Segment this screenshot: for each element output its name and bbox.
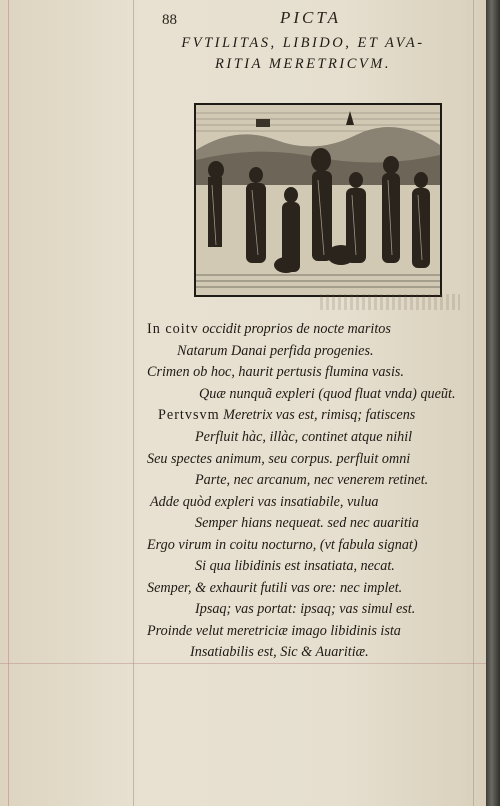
page-number: 88: [162, 12, 177, 28]
poem-line: Si qua libidinis est insatiata, necat.: [195, 558, 395, 574]
poem-line: Ergo virum in coitu nocturno, (vt fabula signat): [147, 537, 418, 553]
poem-line: Perfluit hàc, illàc, continet atque nihil: [195, 429, 413, 445]
poem-line: Parte, nec arcanum, nec venerem retinet.: [195, 472, 429, 488]
emblem-title-line-2: RITIA MERETRICVM.: [215, 56, 391, 72]
poem-line: Crimen ob hoc, haurit pertusis flumina vasis.: [147, 364, 404, 380]
margin-rule-left: [8, 0, 9, 806]
margin-rule-inner: [133, 0, 134, 806]
poem-line: Pertvsvm Meretrix vas est, rimisq; fatiscens: [158, 407, 416, 423]
poem-line: Semper, & exhaurit futili vas ore: nec implet.: [147, 580, 403, 596]
poem-line: Proinde velut meretriciæ imago libidinis ista: [147, 623, 401, 639]
poem-line: Quæ nunquã expleri (quod fluat vnda) queũt.: [199, 386, 456, 402]
page-edge: [486, 0, 500, 806]
running-head: PICTA: [280, 8, 341, 27]
margin-rule-right: [473, 0, 474, 806]
emblem-title-line-1: FVTILITAS, LIBIDO, ET AVA-: [181, 35, 425, 51]
poem-line: In coitv occidit proprios de nocte maritos: [147, 321, 391, 337]
poem-line: Seu spectes animum, seu corpus. perfluit omni: [147, 451, 411, 467]
poem-line: Natarum Danai perfida progenies.: [177, 343, 374, 359]
poem-line: Adde quòd expleri vas insatiabile, vulua: [150, 494, 379, 510]
margin-rule-bottom: [0, 663, 486, 664]
bleed-through-text: [320, 294, 460, 310]
poem-line: Insatiabilis est, Sic & Auaritiæ.: [190, 644, 369, 660]
poem-line: Semper hians nequeat. sed nec auaritia: [195, 515, 419, 531]
woodcut-illustration-icon: [194, 103, 442, 297]
poem-line: Ipsaq; vas portat: ipsaq; vas simul est.: [195, 601, 416, 617]
